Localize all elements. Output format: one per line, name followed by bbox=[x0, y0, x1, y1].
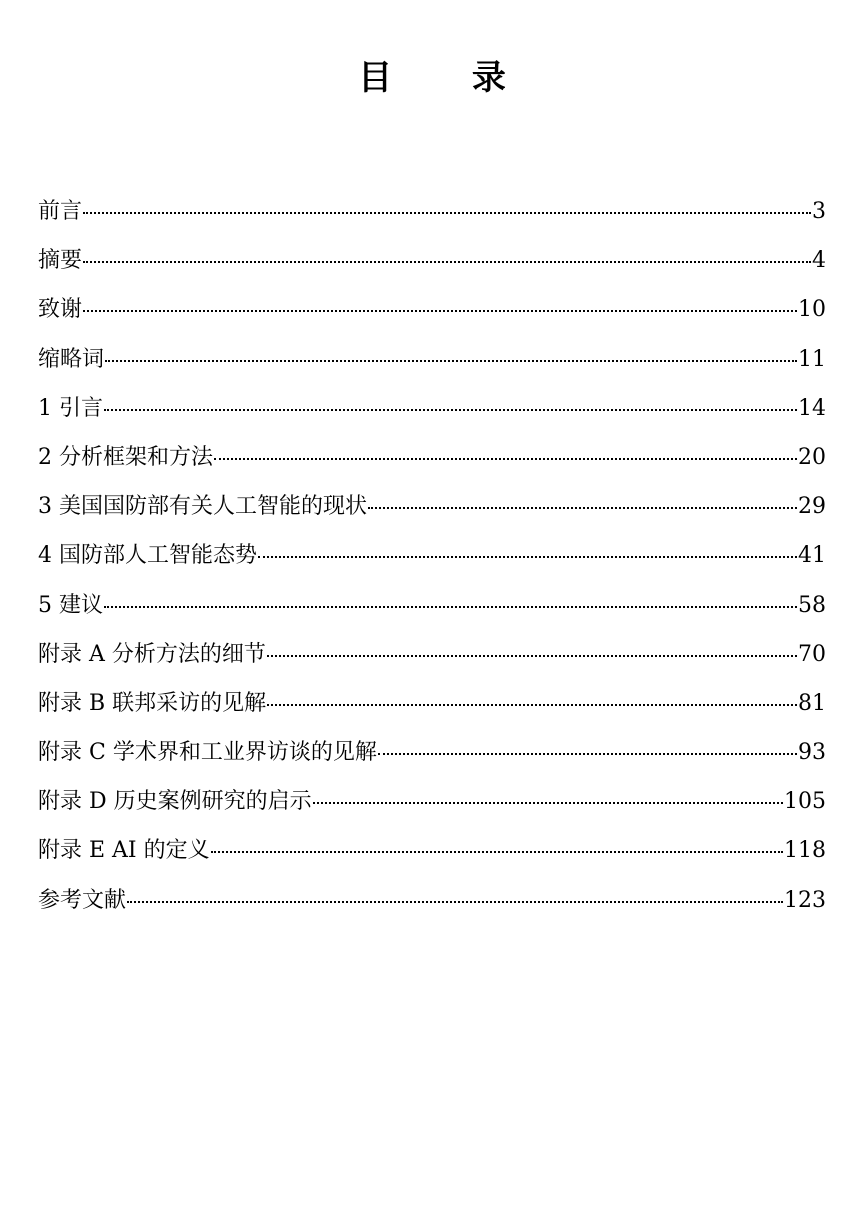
toc-dot-leader bbox=[83, 212, 811, 214]
toc-dot-leader bbox=[378, 753, 797, 755]
toc-entry-label: 摘要 bbox=[38, 248, 83, 274]
toc-entry-page: 81 bbox=[798, 690, 826, 716]
toc-dot-leader bbox=[267, 704, 797, 706]
toc-entry-page: 93 bbox=[798, 740, 826, 766]
toc-dot-leader bbox=[313, 802, 783, 804]
toc-entry[interactable] bbox=[38, 236, 826, 285]
toc-entry[interactable] bbox=[38, 679, 826, 728]
toc-entry[interactable] bbox=[38, 777, 826, 826]
toc-dot-leader bbox=[104, 606, 797, 608]
toc-dot-leader bbox=[127, 901, 783, 903]
toc-entry-page: 3 bbox=[812, 199, 826, 224]
toc-entry[interactable] bbox=[38, 531, 826, 580]
toc-entry[interactable] bbox=[38, 876, 826, 925]
toc-entry-page: 11 bbox=[798, 346, 826, 372]
toc-entry[interactable] bbox=[38, 826, 826, 875]
toc-dot-leader bbox=[211, 851, 783, 853]
toc-entry-page: 29 bbox=[798, 494, 826, 520]
toc-entry[interactable] bbox=[38, 384, 826, 433]
toc-entry-page: 10 bbox=[798, 297, 826, 323]
toc-entry-label: 2 分析框架和方法 bbox=[38, 444, 213, 470]
toc-dot-leader bbox=[83, 261, 811, 263]
toc-entry-page: 4 bbox=[812, 248, 826, 274]
toc-entry-page: 20 bbox=[798, 444, 826, 470]
toc-entry-page: 118 bbox=[784, 838, 826, 864]
toc-dot-leader bbox=[258, 556, 797, 558]
toc-entry[interactable] bbox=[38, 630, 826, 679]
toc-entry[interactable] bbox=[38, 581, 826, 630]
toc-entry-page: 14 bbox=[798, 395, 826, 421]
toc-entry-page: 105 bbox=[784, 789, 826, 815]
toc-entry[interactable] bbox=[38, 433, 826, 482]
toc-entry-page: 58 bbox=[798, 592, 826, 618]
toc-entry-page: 70 bbox=[798, 641, 826, 667]
toc-entry[interactable] bbox=[38, 482, 826, 531]
toc-entry-label: 5 建议 bbox=[38, 592, 103, 618]
toc-dot-leader bbox=[104, 409, 797, 411]
toc-dot-leader bbox=[368, 507, 797, 509]
toc-entry-label: 附录 C 学术界和工业界访谈的见解 bbox=[38, 740, 377, 766]
toc-entry-label: 附录 B 联邦采访的见解 bbox=[38, 690, 267, 716]
toc-entry-label: 1 引言 bbox=[38, 395, 103, 421]
toc-dot-leader bbox=[214, 458, 797, 460]
toc-entry[interactable] bbox=[38, 728, 826, 777]
toc-entry-label: 4 国防部人工智能态势 bbox=[38, 543, 257, 569]
toc-entry[interactable] bbox=[38, 285, 826, 334]
toc-entry-label: 前言 bbox=[38, 199, 83, 224]
toc-dot-leader bbox=[105, 360, 797, 362]
toc-entry-label: 3 美国国防部有关人工智能的现状 bbox=[38, 494, 367, 520]
toc-dot-leader bbox=[83, 310, 797, 312]
toc-entry[interactable] bbox=[38, 335, 826, 384]
toc-list bbox=[38, 187, 826, 925]
page-title: 目 录 bbox=[358, 58, 540, 98]
toc-entry-label: 附录 E AI 的定义 bbox=[38, 838, 210, 864]
toc-dot-leader bbox=[267, 655, 797, 657]
toc-entry[interactable] bbox=[38, 187, 826, 236]
toc-entry-label: 参考文献 bbox=[38, 887, 127, 913]
toc-entry-label: 缩略词 bbox=[38, 346, 105, 372]
toc-entry-page: 41 bbox=[798, 543, 826, 569]
toc-entry-page: 123 bbox=[784, 887, 826, 913]
toc-entry-label: 致谢 bbox=[38, 297, 83, 323]
toc-entry-label: 附录 A 分析方法的细节 bbox=[38, 641, 266, 667]
toc-entry-label: 附录 D 历史案例研究的启示 bbox=[38, 789, 312, 815]
